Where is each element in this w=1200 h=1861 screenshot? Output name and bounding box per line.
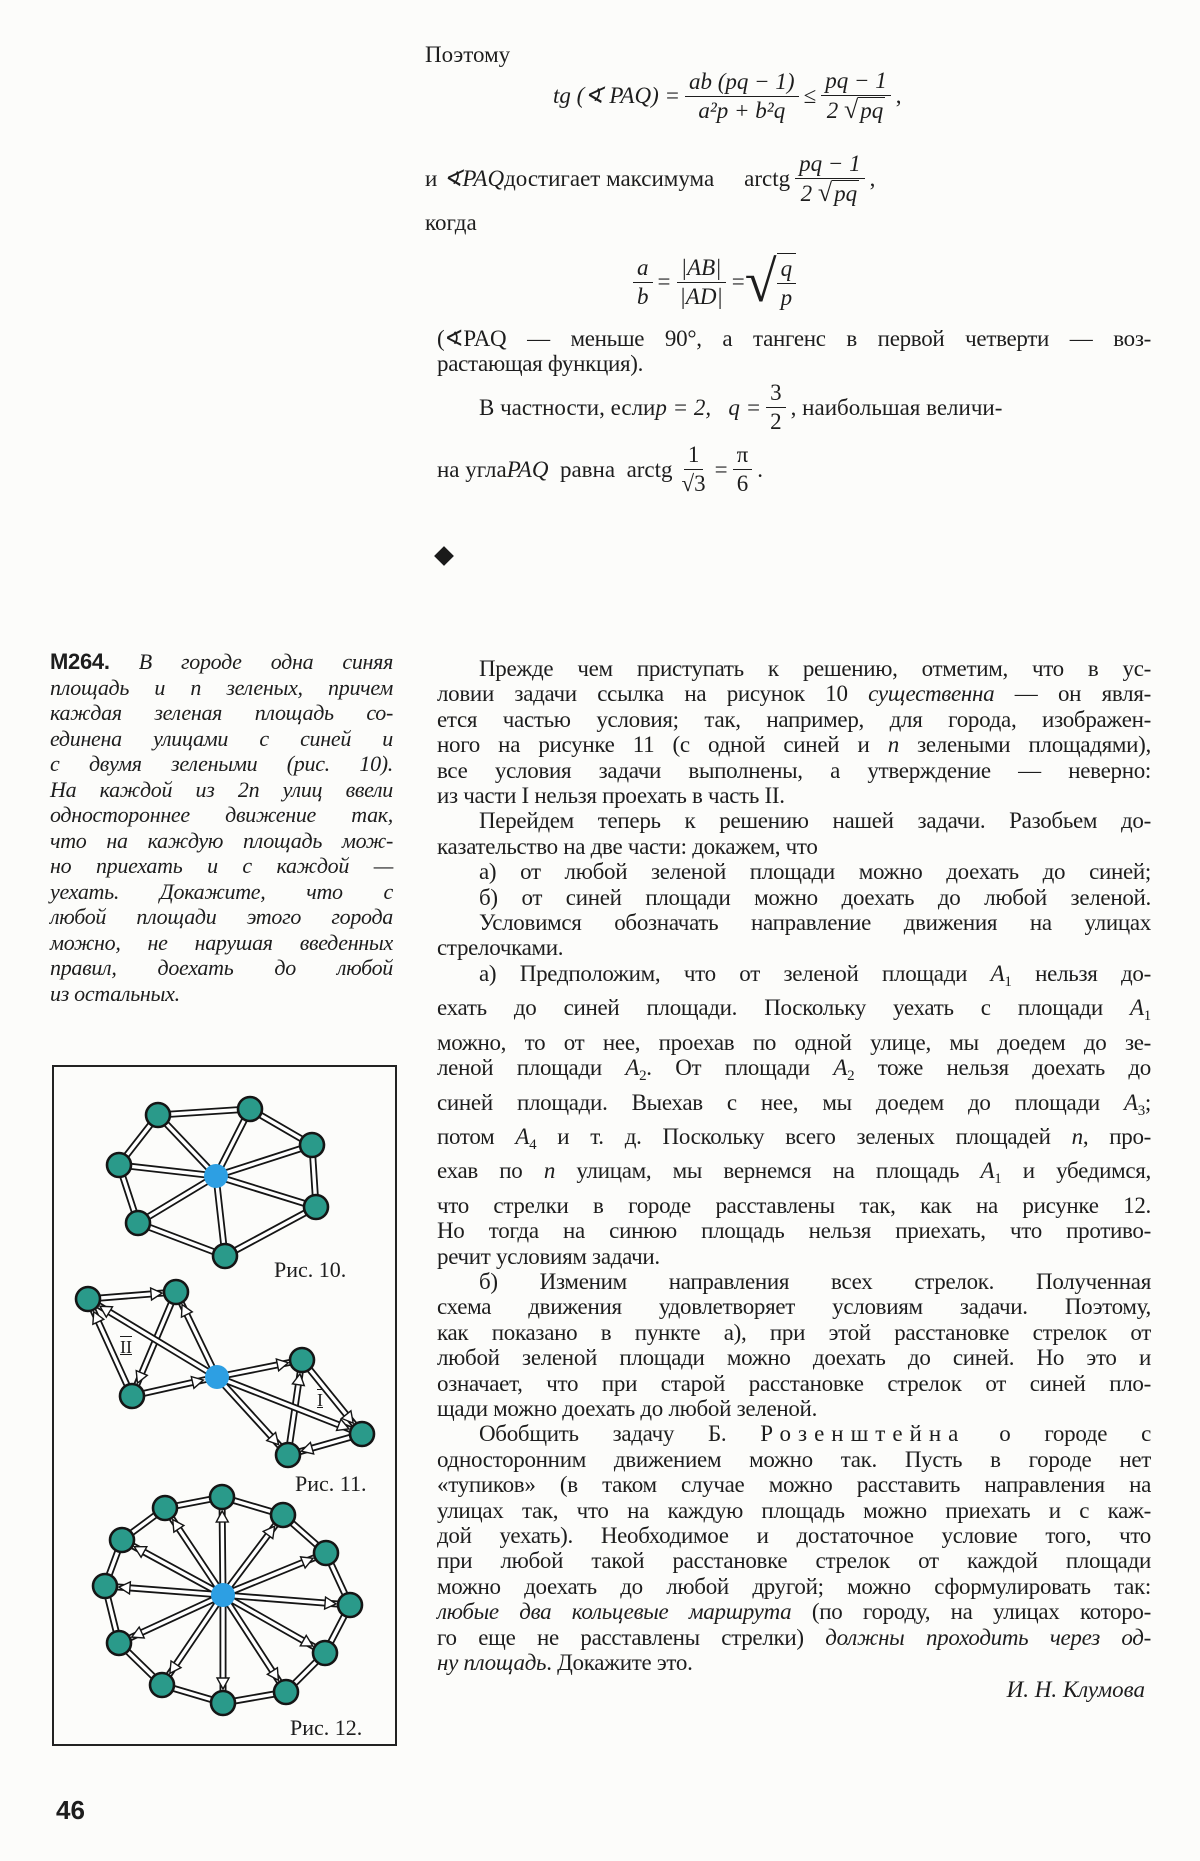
text-segment: синей площади. Выехав с нее, мы доедем до площади [437, 1089, 1124, 1115]
green-square-node [290, 1348, 314, 1372]
text-segment: A [980, 1158, 995, 1184]
blue-square-node [211, 1583, 235, 1607]
text-segment: и т. д. Поскольку всего зеленых площадей [536, 1123, 1072, 1149]
green-square-node [164, 1280, 188, 1304]
text-segment: A [625, 1055, 640, 1081]
green-square-node [150, 1673, 174, 1697]
green-square-node [304, 1195, 328, 1219]
denominator: |AD| [679, 283, 723, 309]
street-inner [216, 1176, 316, 1207]
text-segment: ловии задачи ссылка на рисунок 10 [437, 681, 869, 707]
text-segment: ; [1144, 1089, 1151, 1115]
text-segment: единена улицами с синей и [50, 725, 393, 751]
text-segment: речит условиям задачи. [437, 1243, 660, 1269]
angle: PAQ [506, 456, 549, 482]
coefficient: 2 [800, 181, 813, 206]
text-segment: б) Изменим направления всех стрелок. Полученная [479, 1268, 1151, 1294]
coefficient: 2 [826, 98, 839, 123]
text-segment: . От площади [646, 1055, 834, 1081]
denominator: a²p + b²q [698, 97, 786, 123]
text-segment: а) от любой зеленой площади можно доехать до синей; [479, 859, 1151, 885]
text-segment: A [1123, 1089, 1138, 1115]
numerator: 1 [684, 442, 704, 470]
green-square-node [76, 1287, 100, 1311]
text-segment: Обобщить задачу Б. [479, 1421, 761, 1447]
text-segment: — он явля- [994, 681, 1151, 707]
text-segment: леной площади [437, 1055, 626, 1081]
radicand: pq [834, 181, 858, 206]
text-segment: что стрелки в городе расставлены так, как на рисунке 12. [437, 1192, 1151, 1218]
green-square-node [211, 1691, 235, 1715]
denominator: p [780, 285, 793, 310]
text-segment: n [887, 732, 899, 758]
green-square-node [276, 1443, 300, 1467]
text-segment: а) Предположим, что от зеленой площади [479, 960, 991, 986]
text-segment: казательство на две части: докажем, что [437, 833, 818, 859]
radicand: pq [860, 98, 884, 123]
green-square-node [153, 1496, 177, 1520]
blue-square-node [205, 1365, 229, 1389]
denominator: 6 [736, 471, 749, 496]
text-segment: ехать до синей площади. Поскольку уехать с площади [437, 995, 1131, 1021]
text-segment: «тупиков» (в таком случае можно расставить направления на [437, 1472, 1151, 1498]
text-segment: о городе с [965, 1421, 1151, 1447]
text-segment: Перейдем теперь к решению нашей задачи. Разобьем до- [479, 808, 1151, 834]
text-segment: но приехать и с каждой — [50, 853, 393, 878]
green-square-node [120, 1384, 144, 1408]
green-square-node [350, 1422, 374, 1446]
street-inner [138, 1223, 225, 1256]
green-square-node [274, 1680, 298, 1704]
formula-lhs: tg (∢ PAQ) = [553, 83, 680, 108]
text-segment: A [515, 1123, 530, 1149]
text-segment: как показано в пункте а), при этой расстановке стрелок от [437, 1319, 1151, 1345]
text: равна [548, 456, 627, 482]
text-segment: A [833, 1055, 848, 1081]
green-square-node [338, 1593, 362, 1617]
text-segment: при любой такой расстановке стрелок от каждой площади [437, 1548, 1151, 1574]
text-segment: и убедимся, [1001, 1158, 1151, 1184]
text-segment: дой уехать). Необходимое и достаточное условие того, что [437, 1523, 1151, 1548]
arrow-icon [216, 1511, 228, 1522]
fig11-part-label-1: I [317, 1390, 323, 1410]
text: достигает максимума [504, 166, 715, 191]
text-segment: все условия задачи выполнены, а утверждение — неверно: [437, 757, 1151, 783]
green-square-node [314, 1541, 338, 1565]
text-segment: уехать. Докажите, что с [50, 878, 393, 904]
text-segment: ехав по [437, 1158, 544, 1184]
green-square-node [300, 1133, 324, 1157]
denominator: b [637, 283, 649, 309]
numerator: 3 [766, 380, 786, 408]
text-segment: каждая зеленая площадь со- [50, 700, 393, 725]
text-segment: нельзя до- [1011, 960, 1151, 986]
text-segment: схема движения удовлетворяет условиям задачи. Поэтому, [437, 1294, 1151, 1320]
text-segment: потом [437, 1123, 516, 1149]
text-segment: Розенштейна [760, 1421, 966, 1447]
text-therefore: Поэтому [425, 42, 511, 67]
text-segment: тоже нельзя доехать до [854, 1055, 1151, 1081]
text-segment: можно доехать до любой другой; можно сформулировать так: [437, 1573, 1151, 1599]
text-segment: односторонним движением можно так. Пусть в городе нет [437, 1446, 1151, 1472]
text-segment: щади можно доехать до любой зеленой. [437, 1395, 818, 1421]
green-square-node [238, 1097, 262, 1121]
text-segment: площадь и n зеленых, причем [50, 674, 393, 700]
numerator: ab (pq − 1) [685, 69, 799, 97]
punctuation: , [869, 166, 876, 191]
text-segment: улицам, мы вернемся на площадь [555, 1158, 981, 1184]
text-segment: В городе одна синяя [109, 649, 393, 674]
fig11-caption: Рис. 11. [295, 1471, 367, 1496]
p-value: p = 2, [655, 394, 712, 420]
text-segment: (по городу, на улицах которо- [791, 1599, 1151, 1625]
text-segment: можно, не нарушая введенных [50, 929, 393, 955]
green-square-node [146, 1103, 170, 1127]
remark-line: растающая функция). [437, 351, 644, 377]
text-segment: го еще не расставлены стрелки) [437, 1624, 826, 1650]
green-square-node [107, 1153, 131, 1177]
text-segment: Условимся обозначать направление движения на улицах [479, 910, 1151, 936]
text: и [425, 166, 438, 191]
sqrt-icon: √ [843, 95, 859, 124]
green-square-node [126, 1211, 150, 1235]
text-segment: одностороннее движение так, [50, 802, 393, 827]
green-square-node [110, 1528, 134, 1552]
arrow-icon [217, 1678, 229, 1689]
numerator: a [633, 255, 653, 283]
text-segment: 4 [529, 1136, 537, 1153]
text-segment: зелеными площадями), [898, 732, 1151, 758]
equals-sign: = [657, 269, 671, 294]
equals-sign: = [731, 269, 745, 294]
green-square-node [210, 1485, 234, 1509]
text-segment: из остальных. [50, 980, 180, 1006]
text-segment: n [543, 1158, 556, 1184]
text-segment: 1 [1004, 973, 1012, 990]
text-segment: 2 [639, 1068, 647, 1085]
fig10-caption: Рис. 10. [274, 1257, 347, 1282]
text-segment: ется частью условия; так, например, для города, изображен- [437, 706, 1151, 732]
denominator: √3 [681, 471, 706, 496]
numerator: pq − 1 [795, 151, 865, 179]
green-square-node [271, 1503, 295, 1527]
green-square-node [107, 1631, 131, 1655]
text-segment: 2 [847, 1068, 855, 1085]
street-inner [119, 1165, 216, 1176]
leq-sign: ≤ [803, 83, 817, 108]
author: И. Н. Клумова [1006, 1677, 1145, 1703]
text-segment: . Докажите это. [546, 1650, 693, 1676]
text-segment: стрелочками. [437, 935, 564, 961]
green-square-node [93, 1574, 117, 1598]
punctuation: , [895, 83, 902, 108]
q-label: q = [728, 394, 762, 420]
function-name: arctg [744, 166, 791, 191]
text-segment: 1 [1143, 1008, 1151, 1025]
equals-sign: = [714, 456, 728, 482]
text-segment: A [990, 960, 1005, 986]
text-segment: любой зеленой площади можно доехать до синей. Но это и [437, 1345, 1151, 1371]
text-segment: существенна [868, 681, 995, 707]
text: на угла [437, 456, 507, 482]
text-segment: На каждой из 2n улиц ввели [50, 776, 393, 802]
text-segment: с двумя зелеными (рис. 10). [50, 751, 393, 776]
text-segment: , про- [1082, 1123, 1152, 1149]
punctuation: . [757, 456, 764, 482]
fig11-part-label-2: II [120, 1337, 132, 1357]
green-square-node [213, 1244, 237, 1268]
text-when: когда [425, 210, 477, 235]
text-segment: M264. [50, 649, 110, 674]
sqrt-icon: √ [817, 178, 833, 207]
text-segment: любой площади этого города [50, 904, 393, 929]
text-segment: означает, что при старой расстановке стрелок от синей пло- [437, 1370, 1151, 1396]
text-segment: ну площадь [437, 1650, 547, 1676]
text-segment: Но тогда на синюю площадь нельзя приехать, что противо- [437, 1218, 1151, 1244]
text-segment: правил, доехать до любой [50, 955, 393, 980]
text-segment: улицах так, что на каждую площадь можно приехать и с каж- [437, 1497, 1151, 1523]
text: , наибольшая величи- [790, 394, 1003, 420]
page-number: 46 [56, 1795, 85, 1825]
text-segment: можно, то от нее, проехав по одной улице, мы доедем до зе- [437, 1029, 1151, 1055]
street-inner [225, 1207, 316, 1256]
denominator: 2 [770, 409, 782, 434]
text-segment: б) от синей площади можно доехать до любой зеленой. [479, 884, 1151, 910]
text-segment: должны проходить через од- [825, 1624, 1152, 1650]
remark-line: (∢PAQ — меньше 90°, а тангенс в первой четверти — воз- [437, 326, 1151, 351]
text: В частности, если [479, 394, 656, 420]
text-segment: 3 [1137, 1102, 1145, 1119]
numerator: q [777, 256, 797, 284]
numerator: π [733, 442, 753, 470]
function-name: arctg [626, 456, 673, 482]
numerator: |AB| [677, 255, 726, 283]
angle: ∢PAQ [443, 166, 505, 191]
text-segment: любые два кольцевые маршрута [437, 1599, 792, 1625]
text-segment: A [1130, 995, 1144, 1021]
text-segment: ного на рисунке 11 (с одной синей и [437, 732, 888, 758]
fig12-caption: Рис. 12. [290, 1715, 363, 1740]
text-segment: что на каждую площадь мож- [50, 827, 393, 853]
street-inner [138, 1176, 216, 1223]
numerator: pq − 1 [821, 68, 891, 96]
text-segment: 1 [994, 1171, 1002, 1188]
green-square-node [313, 1641, 337, 1665]
text-segment: Прежде чем приступать к решению, отметим, что в ус- [479, 656, 1151, 681]
sqrt-icon: √ [744, 249, 777, 314]
text-segment: из части I нельзя проехать в часть II. [437, 783, 785, 809]
text-segment: n [1071, 1123, 1083, 1149]
blue-square-node [204, 1164, 228, 1188]
